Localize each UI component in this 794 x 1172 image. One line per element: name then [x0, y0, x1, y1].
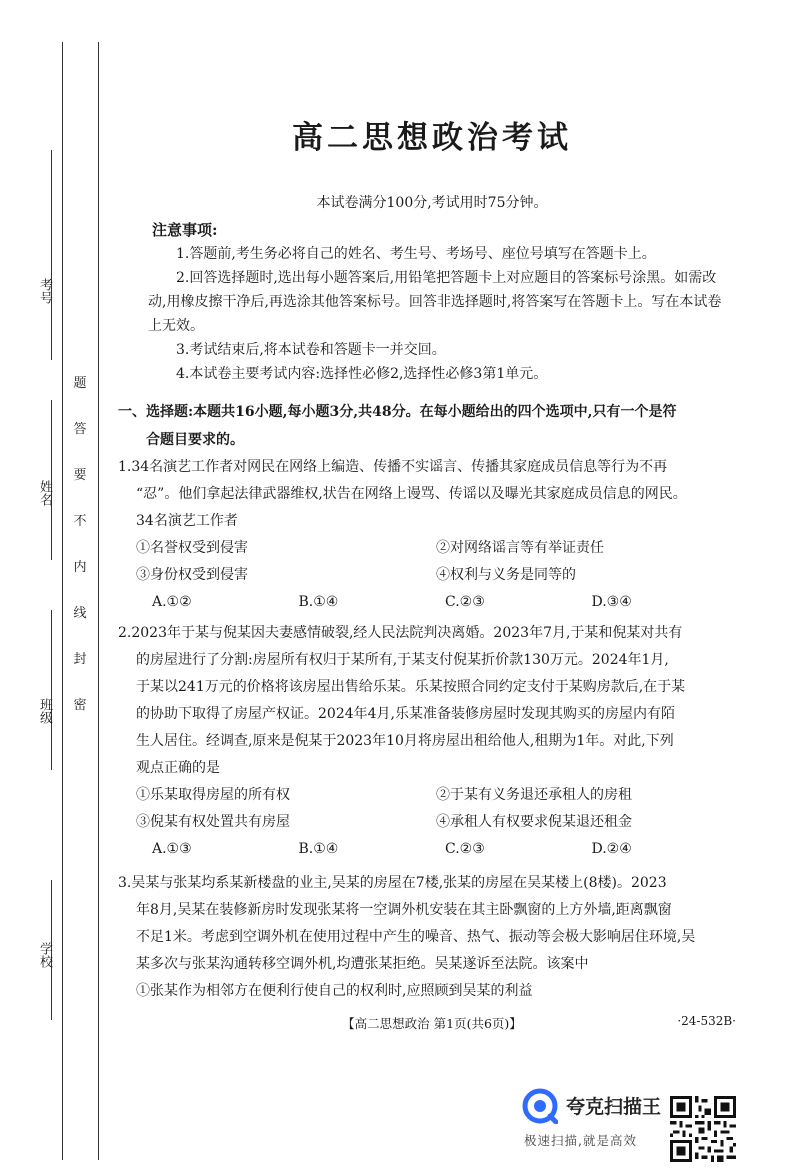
- seal-char: 密: [73, 698, 87, 713]
- statement: ①乐某取得房屋的所有权: [136, 787, 290, 803]
- question-stem-line: 2.2023年于某与倪某因夫妻感情破裂,经人民法院判决离婚。2023年7月,于某和倪某对共有: [118, 625, 683, 641]
- choice-b: B.①④: [298, 841, 339, 857]
- page-title: 高二思想政治考试: [292, 120, 572, 156]
- paper-code: ·24-532B·: [677, 1014, 736, 1028]
- choice-a: A.①②: [152, 594, 192, 610]
- question-stem-line: 34名演艺工作者: [136, 513, 238, 529]
- seal-char: 不: [73, 514, 87, 529]
- question-2: [118, 620, 738, 863]
- question-stem-line: ①张某作为相邻方在便利行使自己的权利时,应照顾到吴某的利益: [136, 983, 533, 999]
- statement-row: [118, 782, 738, 809]
- scanner-tagline: 极速扫描,就是高效: [524, 1133, 637, 1148]
- question-stem-line: 1.34名演艺工作者对网民在网络上编造、传播不实谣言、传播其家庭成员信息等行为不再: [118, 459, 668, 475]
- statement-row: [118, 562, 738, 589]
- choice-a: A.①③: [152, 841, 192, 857]
- scanner-logo-icon: [522, 1088, 558, 1124]
- question-stem-line: 年8月,吴某在装修新房时发现张某将一空调外机安装在其主卧飘窗的上方外墙,距离飘窗: [136, 902, 672, 918]
- name-label: 姓名: [37, 480, 52, 506]
- question-1: [118, 454, 738, 616]
- school-label: 学校: [37, 942, 52, 968]
- seal-warning: [72, 372, 88, 740]
- seal-char: 封: [73, 652, 87, 667]
- notice-block: [148, 218, 734, 386]
- choice-b: B.①④: [298, 594, 339, 610]
- choice-row: [118, 836, 738, 863]
- statement: ④承租人有权要求倪某退还租金: [436, 814, 632, 830]
- seal-char: 内: [73, 560, 87, 575]
- question-stem-line: 于某以241万元的价格将该房屋出售给乐某。乐某按照合同约定支付于某购房款后,在于某: [136, 679, 686, 695]
- statement: ④权利与义务是同等的: [436, 567, 576, 583]
- seal-char: 要: [73, 468, 87, 483]
- statement: ②于某有义务退还承租人的房租: [436, 787, 632, 803]
- seal-char: 题: [73, 376, 87, 391]
- section-heading: [118, 398, 738, 454]
- page-footer: 【高二思想政治 第1页(共6页)】: [342, 1016, 522, 1031]
- choice-c: C.②③: [445, 841, 485, 857]
- question-stem-line: 观点正确的是: [136, 760, 220, 776]
- exam-info: 本试卷满分100分,考试用时75分钟。: [316, 195, 548, 211]
- choice-d: D.②④: [591, 841, 632, 857]
- scanner-brand-name: 夸克扫描王: [566, 1096, 662, 1118]
- question-stem-line: 的房屋进行了分割:房屋所有权归于某所有,于某支付倪某折价款130万元。2024年1月,: [136, 652, 669, 668]
- exam-no-field: [30, 150, 52, 360]
- statement-row: [118, 809, 738, 836]
- notice-item: 2.回答选择题时,选出每小题答案后,用铅笔把答题卡上对应题目的答案标号涂黑。如需改动,用橡皮擦干净后,再选涂其他答案标号。回答非选择题时,将答案写在答题卡上。写在本试卷上无效。: [148, 270, 722, 334]
- question-3: [118, 870, 738, 1005]
- statement: ①名誉权受到侵害: [136, 540, 248, 556]
- question-stem-line: 不足1米。考虑到空调外机在使用过程中产生的噪音、热气、振动等会极大影响居住环境,吴: [136, 929, 696, 945]
- choice-row: [118, 589, 738, 616]
- question-stem-line: “忍”。他们拿起法律武器维权,状告在网络上谩骂、传谣以及曝光其家庭成员信息的网民。: [136, 486, 687, 502]
- statement-row: [118, 535, 738, 562]
- exam-no-label: 考号: [37, 278, 52, 304]
- notice-heading: 注意事项:: [152, 221, 218, 239]
- question-stem-line: 某多次与张某沟通转移空调外机,均遭张某拒绝。吴某遂诉至法院。该案中: [136, 956, 589, 972]
- class-field: [30, 610, 52, 770]
- class-label: 班级: [37, 698, 52, 724]
- choice-d: D.③④: [591, 594, 632, 610]
- question-stem-line: 3.吴某与张某均系某新楼盘的业主,吴某的房屋在7楼,张某的房屋在吴某楼上(8楼)。2023: [118, 875, 667, 891]
- section-heading-line: 一、选择题:本题共16小题,每小题3分,共48分。在每小题给出的四个选项中,只有一个是符: [118, 404, 677, 420]
- qr-code-icon: [670, 1096, 736, 1162]
- statement: ③倪某有权处置共有房屋: [136, 814, 290, 830]
- choice-c: C.②③: [445, 594, 485, 610]
- section-heading-line: 合题目要求的。: [146, 432, 244, 448]
- statement: ③身份权受到侵害: [136, 567, 248, 583]
- seal-char: 线: [73, 606, 87, 621]
- question-stem-line: 生人居住。经调查,原来是倪某于2023年10月将房屋出租给他人,租期为1年。对此,下列: [136, 733, 674, 749]
- seal-char: 答: [73, 422, 87, 437]
- name-field: [30, 400, 52, 560]
- school-field: [30, 880, 52, 1020]
- notice-item: 1.答题前,考生务必将自己的姓名、考生号、考场号、座位号填写在答题卡上。: [176, 246, 656, 262]
- notice-item: 3.考试结束后,将本试卷和答题卡一并交回。: [176, 342, 446, 358]
- notice-item: 4.本试卷主要考试内容:选择性必修2,选择性必修3第1单元。: [176, 366, 548, 382]
- statement: ②对网络谣言等有举证责任: [436, 540, 604, 556]
- question-stem-line: 的协助下取得了房屋产权证。2024年4月,乐某准备装修房屋时发现其购买的房屋内有陌: [136, 706, 675, 722]
